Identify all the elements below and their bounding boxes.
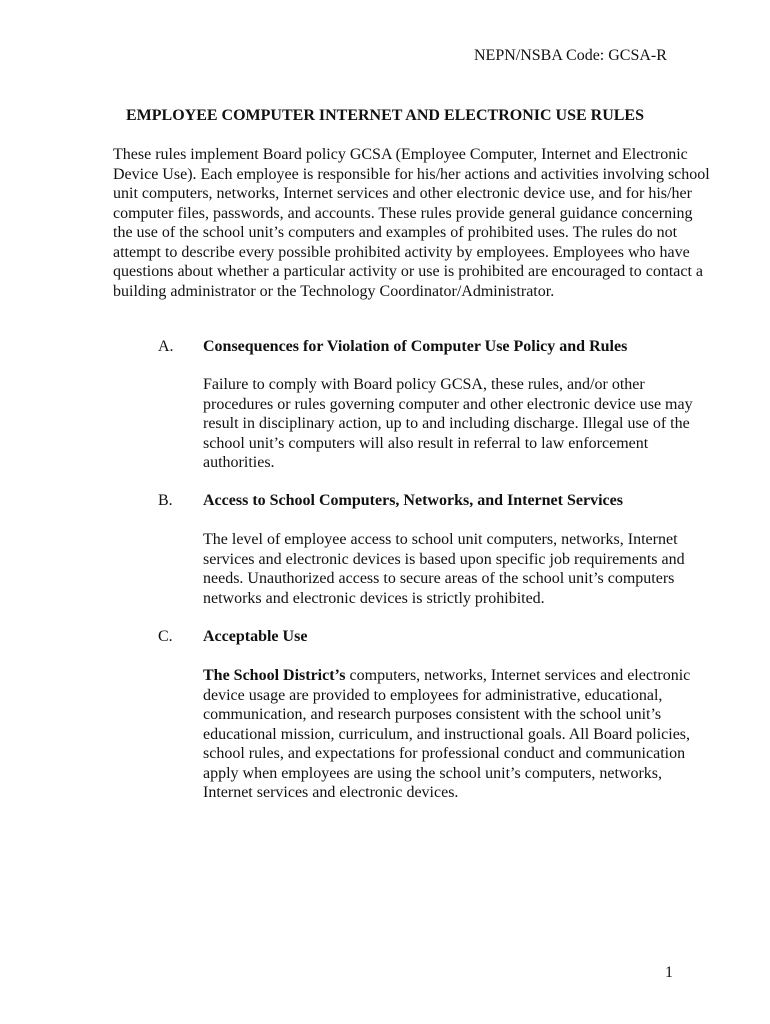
policy-code: NEPN/NSBA Code: GCSA-R <box>474 47 667 64</box>
section-b-heading: Access to School Computers, Networks, and Internet Services <box>203 492 623 509</box>
page-number: 1 <box>665 964 673 981</box>
section-c-letter: C. <box>158 628 173 645</box>
section-a-body: Failure to comply with Board policy GCSA, these rules, and/or other procedures or rules governing computer and other electronic device use may result in disciplinary action, up to and including discharge. Illegal use of the school unit’s computers will also result in referral to law enforcement authorities. <box>203 376 693 471</box>
section-c-body-text: computers, networks, Internet services and electronic device usage are provided to employees for administrative, educational, communication, and research purposes consistent with the school unit’s educational mission, curriculum, and instructional goals. All Board policies, school rules, and expectations for professional conduct and communication apply when employees are using the school unit’s computers, networks, Internet services and electronic devices. <box>203 667 691 801</box>
section-c-body <box>203 666 709 803</box>
page-title: EMPLOYEE COMPUTER INTERNET AND ELECTRONIC USE RULES <box>125 107 644 124</box>
section-b-letter: B. <box>158 492 173 509</box>
section-a-heading: Consequences for Violation of Computer Use Policy and Rules <box>203 338 628 355</box>
intro-paragraph: These rules implement Board policy GCSA (Employee Computer, Internet and Electronic Device Use). Each employee is responsible for his/her actions and activities involving school unit computers, networks, Internet services and other electronic device use, and for his/her computer files, passwords, and accounts. These rules provide general guidance concerning the use of the school unit’s computers and examples of prohibited uses. The rules do not attempt to describe every possible prohibited activity by employees. Employees who have questions about whether a particular activity or use is prohibited are encouraged to contact a building administrator or the Technology Coordinator/Administrator. <box>113 146 710 300</box>
section-b-body: The level of employee access to school unit computers, networks, Internet services and electronic devices is based upon specific job requirements and needs. Unauthorized access to secure areas of the school unit’s computers networks and electronic devices is strictly prohibited. <box>203 531 685 607</box>
section-c-heading: Acceptable Use <box>203 628 308 645</box>
section-c-body-lead: The School District’s <box>203 667 346 684</box>
section-a-letter: A. <box>158 338 174 355</box>
